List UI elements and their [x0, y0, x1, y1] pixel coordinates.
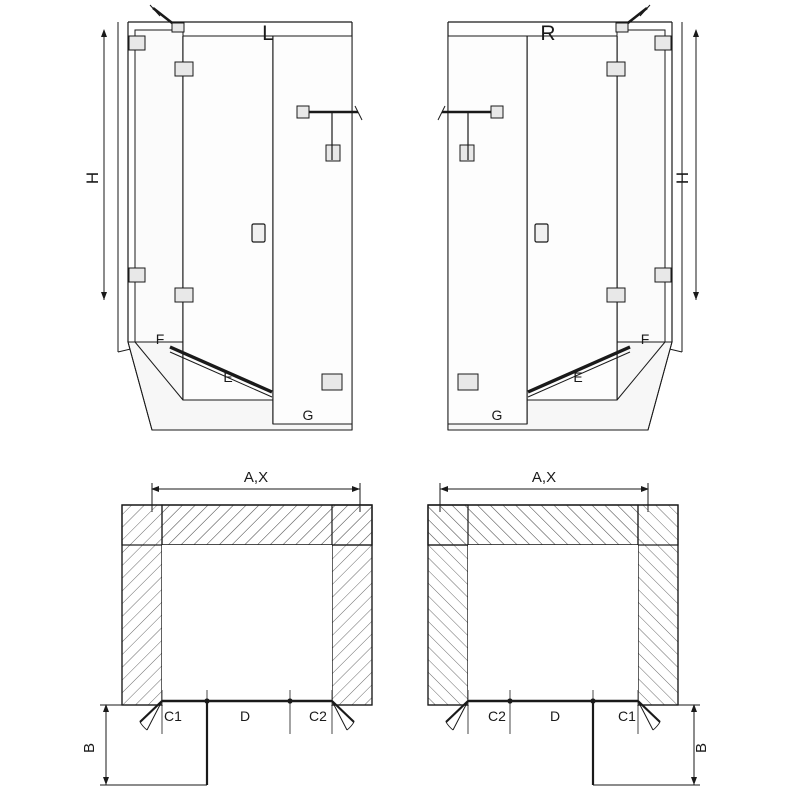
label-c2-plan-right: C2 — [488, 708, 506, 724]
label-height-right: H — [673, 171, 692, 185]
hinge-icon — [458, 374, 478, 390]
panel-fixed-right-l — [273, 36, 352, 424]
stabiliser-bar-top-r — [616, 5, 650, 32]
hinge-icon — [129, 36, 145, 50]
stabiliser-bar-top-l — [150, 5, 184, 32]
label-c2-plan-left: C2 — [309, 708, 327, 724]
front-view-left — [83, 5, 362, 430]
front-view-right — [438, 5, 696, 430]
label-c1-plan-left: C1 — [164, 708, 182, 724]
hinge-icon — [607, 62, 625, 76]
label-c1-plan-right: C1 — [618, 708, 636, 724]
plan-view-right — [428, 483, 700, 785]
label-b-plan-left: B — [81, 742, 98, 754]
label-f-left: F — [155, 331, 165, 347]
hinge-icon — [175, 62, 193, 76]
variant-label-left: L — [262, 22, 274, 45]
label-g-right: G — [491, 407, 503, 423]
bracket-icon — [326, 145, 340, 161]
plan-view-left — [81, 469, 372, 785]
label-d-plan-left: D — [239, 708, 251, 724]
door-swing-centre-plan-right — [593, 701, 604, 785]
panel-fixed-right-r — [448, 36, 527, 424]
label-ax-right: A,X — [531, 469, 557, 486]
panel-door-r — [527, 36, 617, 400]
hinge-icon — [655, 36, 671, 50]
door-handle-icon — [535, 224, 548, 242]
label-g-left: G — [302, 407, 314, 423]
hinge-icon — [322, 374, 342, 390]
label-b-right: B — [693, 742, 710, 754]
variant-label-right: R — [540, 22, 556, 45]
panel-door-l — [183, 36, 273, 400]
dimension-depth-plan-right — [600, 705, 700, 785]
hinge-icon — [607, 288, 625, 302]
label-f-right: F — [640, 331, 650, 347]
dimension-depth-plan-left — [81, 705, 200, 785]
label-ax-left: A,X — [243, 469, 269, 486]
door-handle-icon — [252, 224, 265, 242]
door-swing-centre-plan-left — [196, 701, 207, 785]
label-e-right: E — [573, 369, 583, 385]
label-e-left: E — [223, 369, 233, 385]
label-d-plan-right: D — [549, 708, 561, 724]
dimension-height-left — [83, 30, 104, 300]
hinge-icon — [129, 268, 145, 282]
hinge-icon — [175, 288, 193, 302]
bracket-icon — [460, 145, 474, 161]
hinge-icon — [655, 268, 671, 282]
label-height-left: H — [83, 171, 102, 185]
